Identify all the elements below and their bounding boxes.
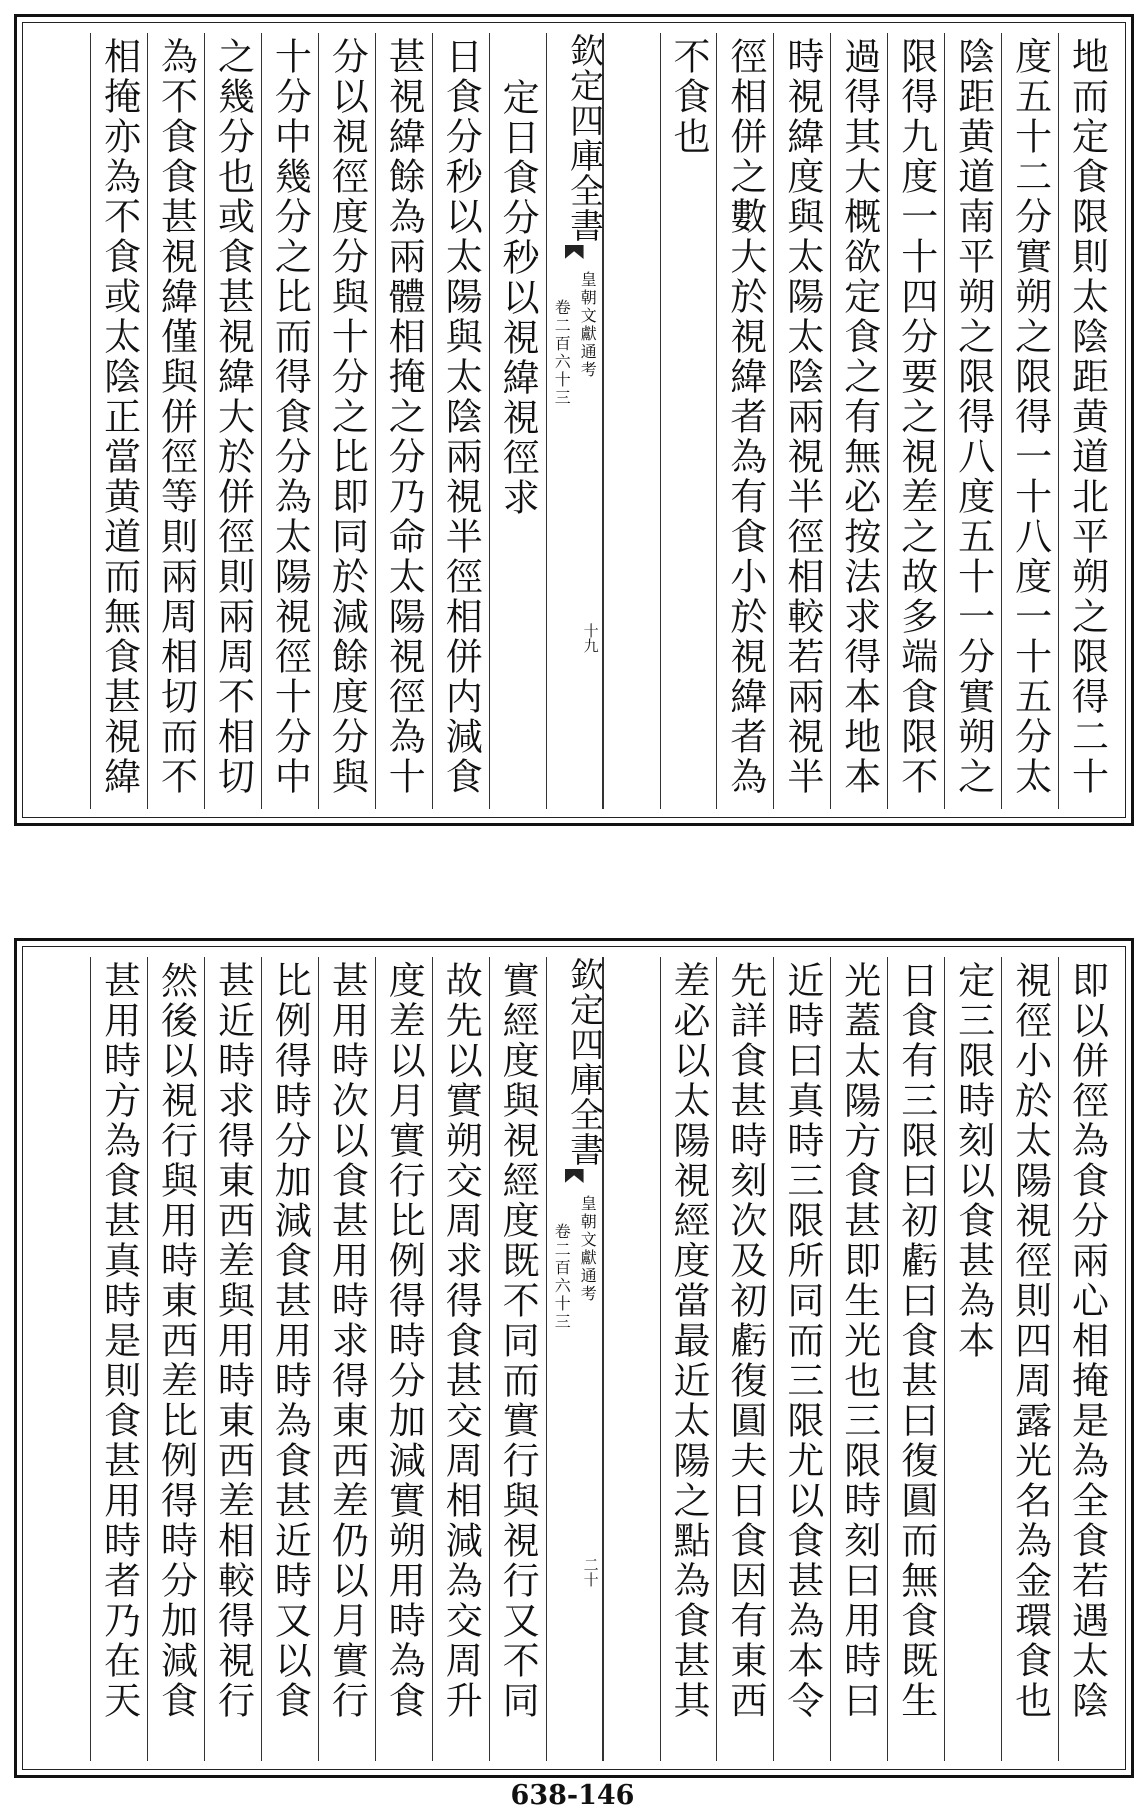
text-column: 定日食分秒以視緯視徑求 — [489, 33, 546, 809]
top-page-columns — [33, 33, 1115, 809]
text-column: 甚近時求得東西差與用時東西差相較得視行 — [204, 957, 261, 1761]
book-title: 欽定四庫全書 — [563, 957, 604, 1167]
text-column: 近時曰真時三限所同而三限尤以食甚為本令 — [773, 957, 830, 1761]
text-column: 限得九度一十四分要之視差之故多端食限不 — [887, 33, 944, 809]
text-column: 甚用時次以食甚用時求得東西差仍以月實行 — [318, 957, 375, 1761]
page-footer-number: 638-146 — [510, 1780, 635, 1811]
text-column: 甚視緯餘為兩體相掩之分乃命太陽視徑為十 — [375, 33, 432, 809]
text-column: 分以視徑度分與十分之比即同於減餘度分與 — [318, 33, 375, 809]
text-column — [33, 33, 90, 809]
fish-tail-mark — [565, 1169, 584, 1183]
page-number: 二十 — [581, 1557, 600, 1587]
book-subtitle: 皇朝文獻通考 — [578, 271, 598, 379]
bottom-page — [14, 938, 1134, 1778]
text-column: 差必以太陽視經度當最近太陽之點為食甚其 — [660, 957, 717, 1761]
page-number: 十九 — [581, 623, 600, 653]
center-fold — [546, 33, 603, 809]
text-column: 相掩亦為不食或太陰正當黄道而無食甚視緯 — [90, 33, 147, 809]
text-column: 過得其大概欲定食之有無必按法求得本地本 — [830, 33, 887, 809]
center-fold — [546, 957, 603, 1761]
text-column: 日食有三限曰初虧曰食甚曰復圓而無食既生 — [887, 957, 944, 1761]
text-column: 光蓋太陽方食甚即生光也三限時刻曰用時曰 — [830, 957, 887, 1761]
text-column: 不食也 — [660, 33, 717, 809]
text-column: 地而定食限則太陰距黄道北平朔之限得二十 — [1058, 33, 1115, 809]
top-page — [14, 14, 1134, 826]
text-column — [603, 33, 660, 809]
text-column: 十分中幾分之比而得食分為太陽視徑十分中 — [261, 33, 318, 809]
text-column: 之幾分也或食甚視緯大於併徑則兩周不相切 — [204, 33, 261, 809]
text-column: 為不食食甚視緯僅與併徑等則兩周相切而不 — [147, 33, 204, 809]
text-column: 即以併徑為食分兩心相掩是為全食若遇太陰 — [1058, 957, 1115, 1761]
text-column — [33, 957, 90, 1761]
text-column: 比例得時分加減食甚用時為食甚近時又以食 — [261, 957, 318, 1761]
text-column: 度差以月實行比例得時分加減實朔用時為食 — [375, 957, 432, 1761]
text-column: 定三限時刻以食甚為本 — [944, 957, 1001, 1761]
volume-label: 卷二百六十三 — [552, 1223, 572, 1331]
text-column: 時視緯度與太陽太陰兩視半徑相較若兩視半 — [773, 33, 830, 809]
text-column: 實經度與視經度既不同而實行與視行又不同 — [489, 957, 546, 1761]
text-column: 視徑小於太陽視徑則四周露光名為金環食也 — [1001, 957, 1058, 1761]
text-column: 陰距黄道南平朔之限得八度五十一分實朔之 — [944, 33, 1001, 809]
book-subtitle: 皇朝文獻通考 — [578, 1195, 598, 1303]
text-column: 度五十二分實朔之限得一十八度一十五分太 — [1001, 33, 1058, 809]
text-column — [603, 957, 660, 1761]
bottom-page-columns — [33, 957, 1115, 1761]
book-title: 欽定四庫全書 — [563, 33, 604, 243]
text-column: 故先以實朔交周求得食甚交周相減為交周升 — [432, 957, 489, 1761]
text-column: 然後以視行與用時東西差比例得時分加減食 — [147, 957, 204, 1761]
volume-label: 卷二百六十三 — [552, 299, 572, 407]
text-column: 先詳食甚時刻次及初虧復圓夫日食因有東西 — [716, 957, 773, 1761]
text-column: 甚用時方為食甚真時是則食甚用時者乃在天 — [90, 957, 147, 1761]
text-column: 徑相併之數大於視緯者為有食小於視緯者為 — [716, 33, 773, 809]
text-column: 日食分秒以太陽與太陰兩視半徑相併内減食 — [432, 33, 489, 809]
fish-tail-mark — [565, 245, 584, 259]
